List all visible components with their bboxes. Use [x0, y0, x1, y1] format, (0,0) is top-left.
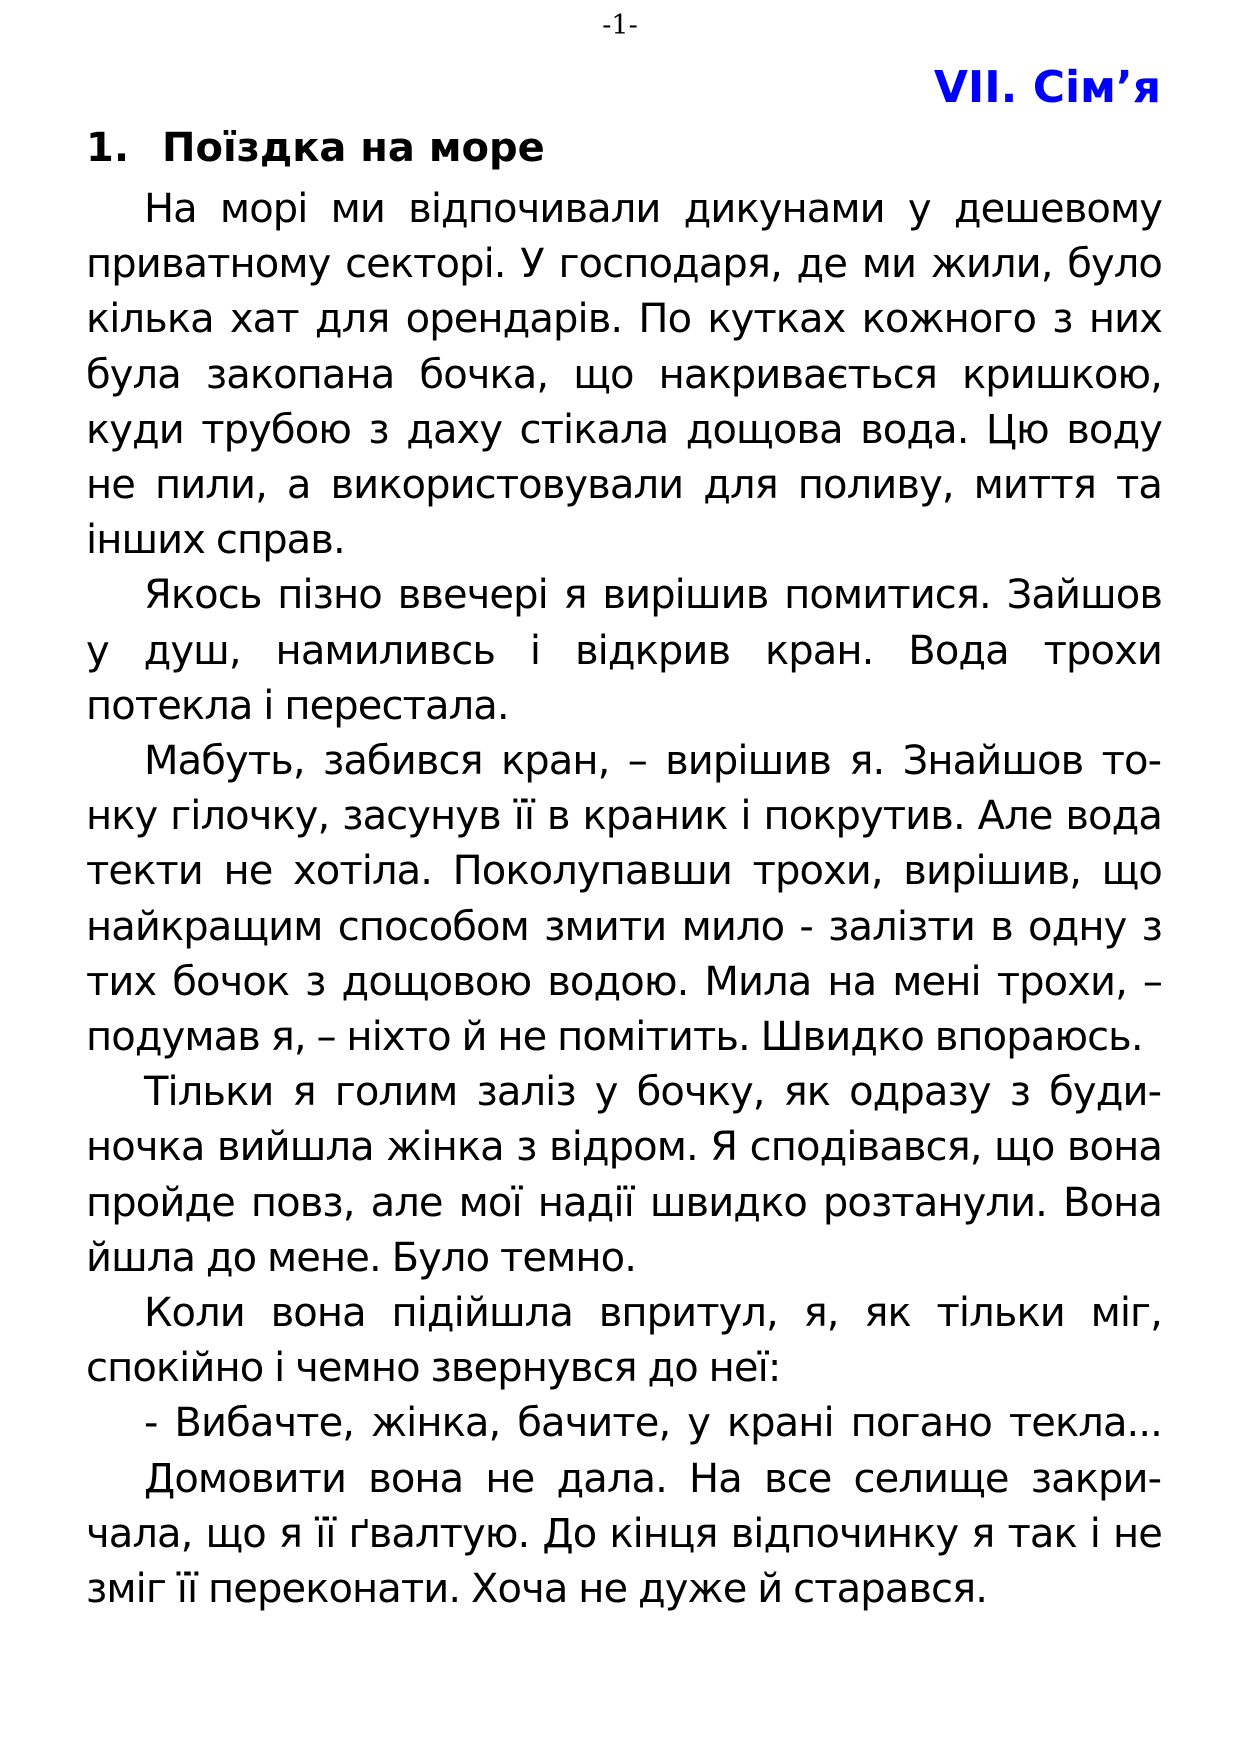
paragraph: Коли вона підійшла впритул, я, як тільки міг, спокійно і чемно звернувся до неї: — [86, 1290, 1162, 1392]
paragraph: На морі ми відпочивали дикунами у дешевому приватному секторі. У господаря, де ми жили, було кілька хат для орендарів. По кутках кожного з них була закопана бочка, що накривається кришкою, куди трубою з даху стікала дощова вода. Цю воду не пили, а використовували для поливу, миття та інших справ. — [86, 186, 1162, 564]
paragraph: Тільки я голим заліз у бочку, як одразу з будиночка вийшла жінка з відром. Я сподівався, що вона пройде повз, але мої надії швидко розтанули. Вона йшла до мене. Було темно. — [86, 1069, 1162, 1281]
story-body — [86, 182, 1162, 1617]
chapter-title: VII. Сім’я — [933, 62, 1161, 113]
page-number: -1- — [602, 10, 638, 41]
section-heading — [86, 120, 545, 176]
paragraph: Домовити вона не дала. На все селище закричала, що я її ґвалтую. До кінця відпочинку я так і не зміг її переконати. Хоча не дуже й старався. — [86, 1455, 1162, 1613]
dialogue-line: - Вибачте, жінка, бачите, у крані погано текла... — [144, 1400, 1162, 1447]
section-title: Поїздка на море — [162, 125, 545, 171]
paragraph: Мабуть, забився кран, – вирішив я. Знайшов тонку гілочку, засунув її в краник і покрутив. Але вода текти не хотіла. Поколупавши трохи, вирішив, що найкращим способом змити мило - залізти в одну з тих бочок з дощовою водою. Мила на мені трохи, – подумав я, – ніхто й не помітить. Швидко впораюсь. — [86, 738, 1162, 1061]
paragraph: Якось пізно ввечері я вирішив помитися. Зайшов у душ, намиливсь і відкрив кран. Вода трохи потекла і перестала. — [86, 572, 1162, 729]
section-number: 1. — [86, 125, 130, 171]
